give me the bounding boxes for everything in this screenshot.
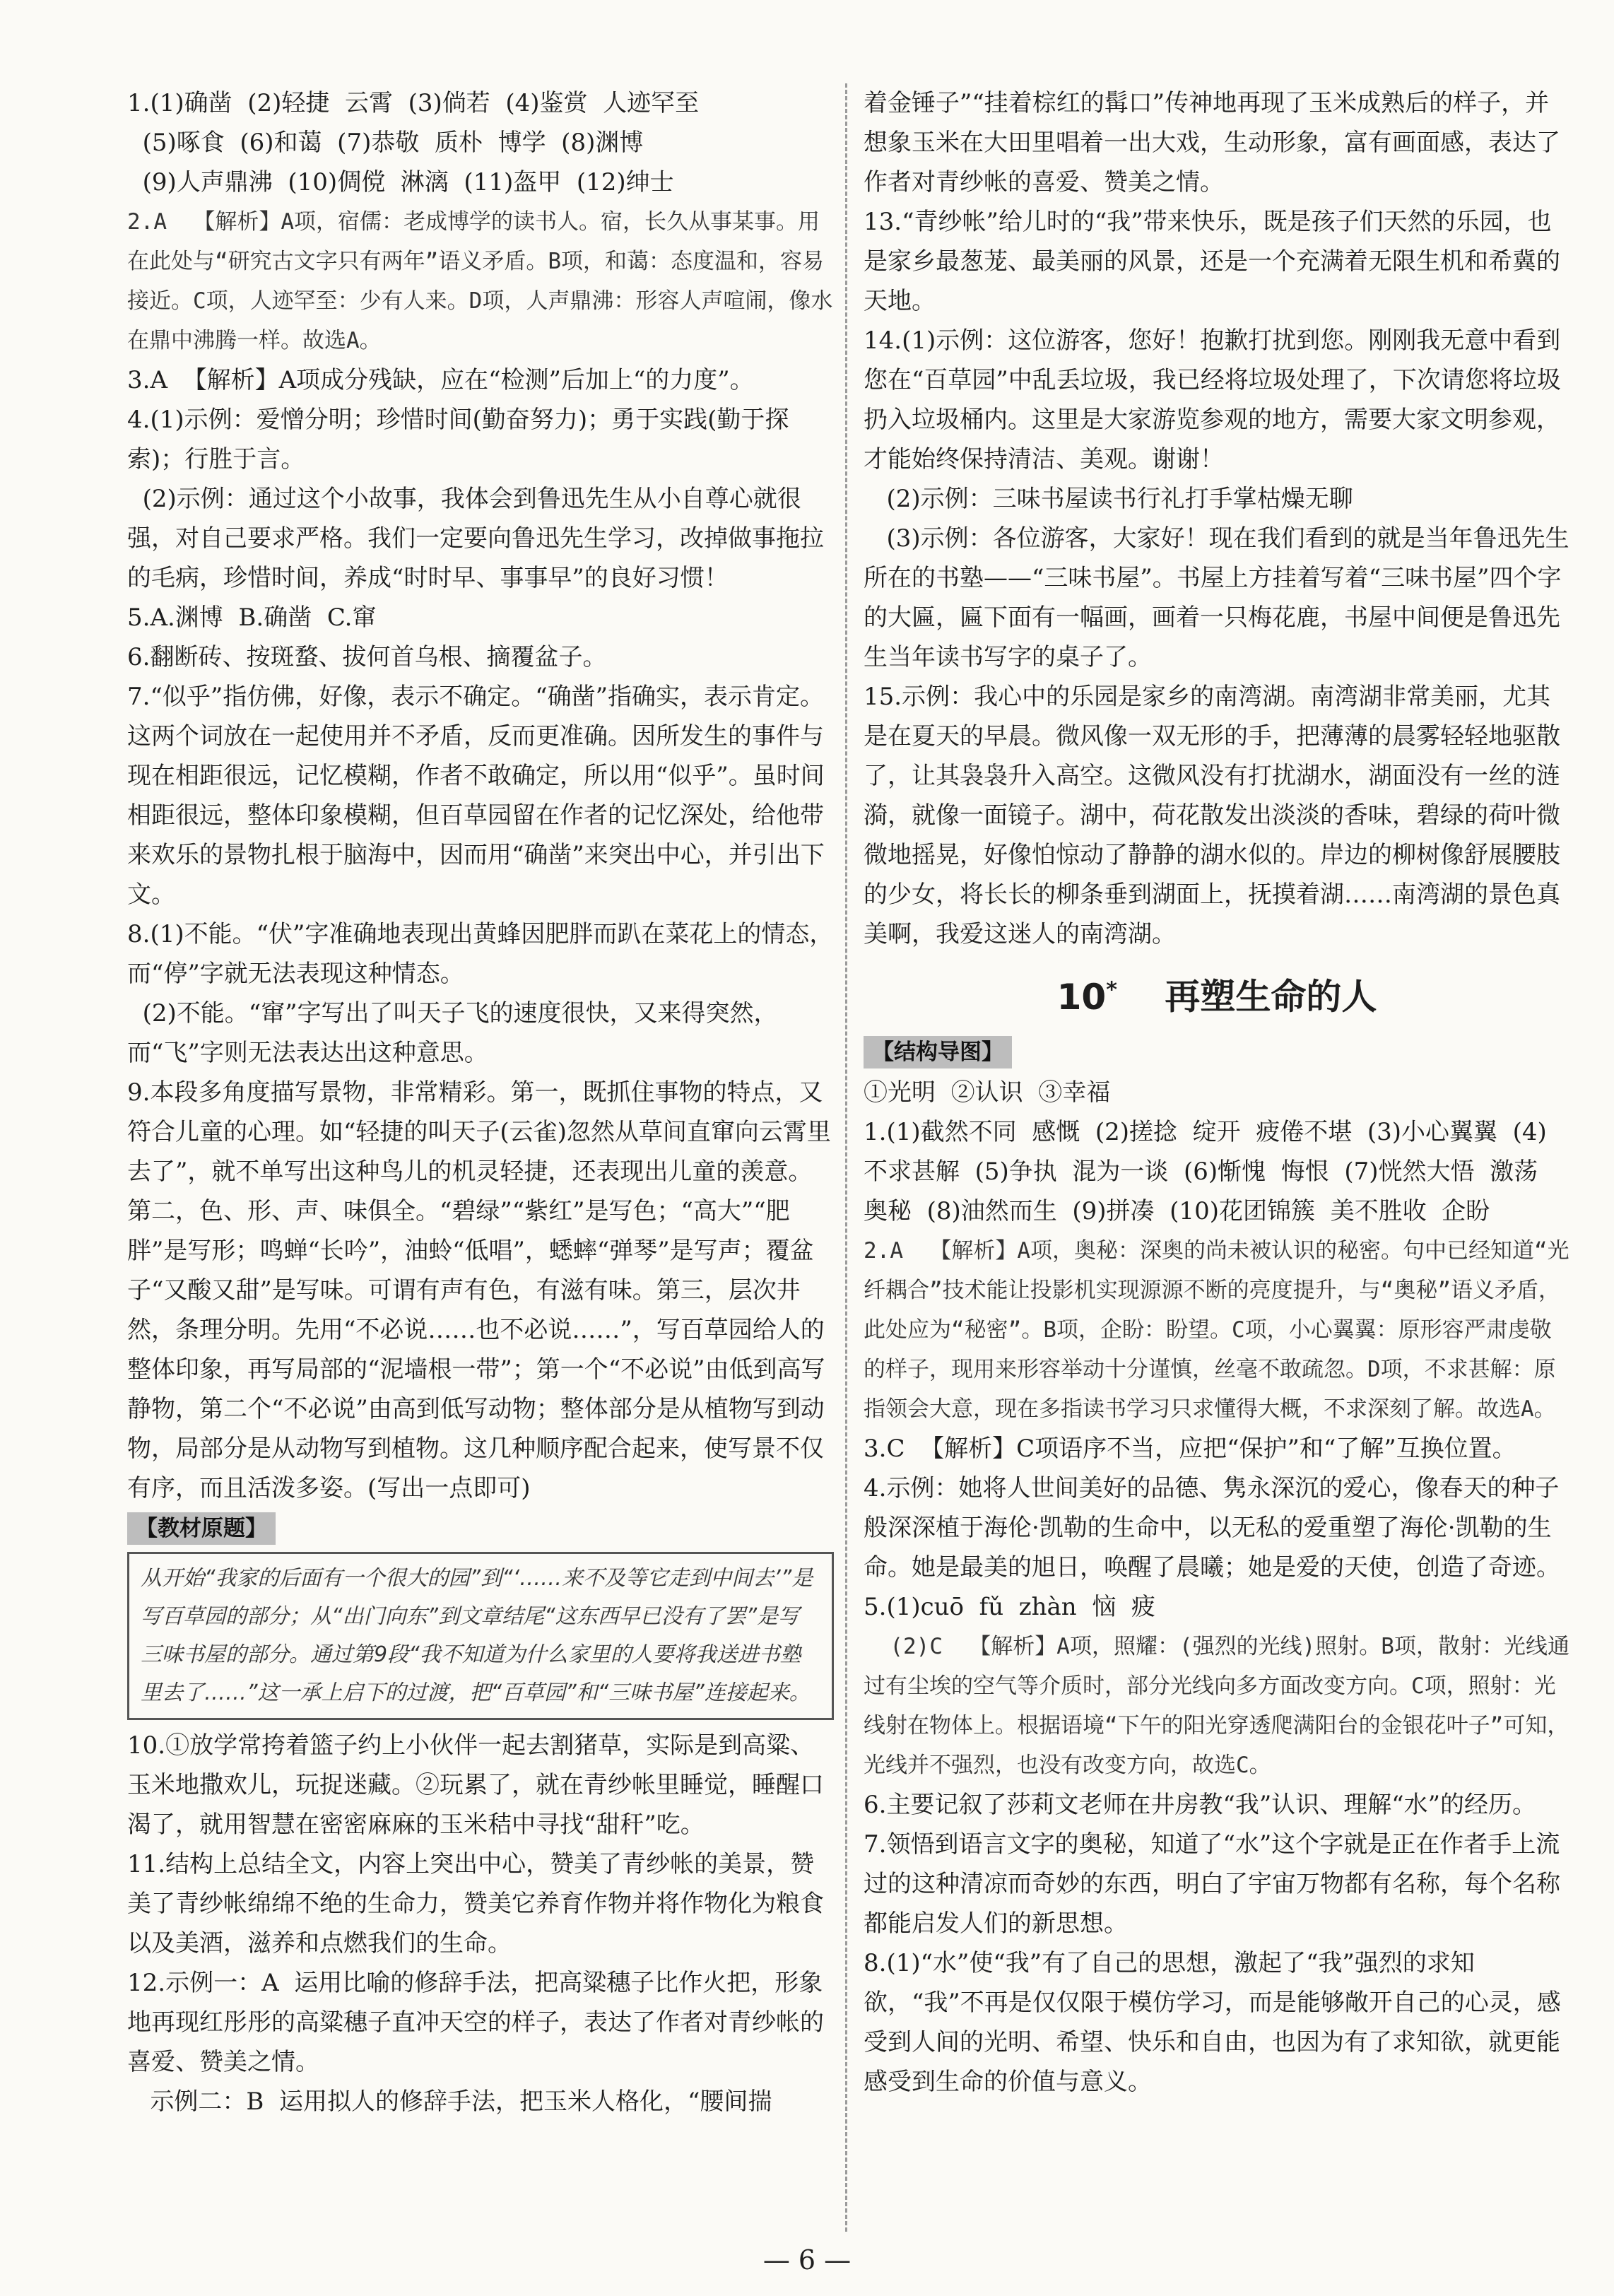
chapter-title: 再塑生命的人 bbox=[1165, 976, 1377, 1018]
answer-list-left-2 bbox=[127, 1726, 834, 2121]
chapter-heading bbox=[864, 958, 1570, 1029]
answer-item: 9.本段多角度描写景物，非常精彩。第一，既抓住事物的特点，又符合儿童的心理。如“轻捷的叫天子(云雀)忽然从草间直窜向云霄里去了”，就不单写出这种鸟儿的机灵轻捷，还表现出儿童的羡意。第二，色、形、声、味俱全。“碧绿”“紫红”是写色；“高大”“肥胖”是写形；鸣蝉“长吟”，油蛉“低唱”，蟋蟀“弹琴”是写声；覆盆子“又酸又甜”是写味。可谓有声有色，有滋有味。第三，层次井然，条理分明。先用“不必说……也不必说……”，写百草园给人的整体印象，再写局部的“泥墙根一带”；第一个“不必说”由低到高写静物，第二个“不必说”由高到低写动物；整体部分是从植物写到动物，局部分是从动物写到植物。这几种顺序配合起来，使写景不仅有序，而且活泼多姿。(写出一点即可) bbox=[127, 1078, 831, 1502]
answer-item: 7.“似乎”指仿佛，好像，表示不确定。“确凿”指确实，表示肯定。这两个词放在一起使用并不矛盾，反而更准确。因所发生的事件与现在相距很远，记忆模糊，作者不敢确定，所以用“似乎”。虽时间相距很远，整体印象模糊，但百草园留在作者的记忆深处，给他带来欢乐的景物扎根于脑海中，因而用“确凿”来突出中心，并引出下文。 bbox=[127, 683, 825, 909]
textbook-tag: 【教材原题】 bbox=[127, 1512, 276, 1545]
answer-item: 1.(1)确凿 (2)轻捷 云霄 (3)倘若 (4)鉴赏 人迹罕至 (5)啄食 (6)和蔼 (7)恭敬 质朴 博学 (8)渊博 (9)人声鼎沸 (10)倜傥 淋漓 (11)盔甲 (12)绅士 bbox=[127, 89, 700, 196]
left-column bbox=[127, 83, 834, 2121]
answer-item: 10.①放学常挎着篮子约上小伙伴一起去割猪草，实际是到高粱、玉米地撒欢儿，玩捉迷藏。②玩累了，就在青纱帐里睡觉，睡醒口渴了，就用智慧在密密麻麻的玉米秸中寻找“甜秆”吃。 bbox=[127, 1731, 824, 1839]
answer-item: 14.(1)示例：这位游客，您好！抱歉打扰到您。刚刚我无意中看到您在“百草园”中乱丢垃圾，我已经将垃圾处理了，下次请您将垃圾扔入垃圾桶内。这里是大家游览参观的地方，需要大家文明参观，才能始终保持清洁、美观。谢谢！ bbox=[864, 326, 1561, 473]
chapter-number: 10* bbox=[1056, 976, 1117, 1018]
answer-item: 12.示例一：A 运用比喻的修辞手法，把高粱穗子比作火把，形象地再现红彤彤的高粱穗子直冲天空的样子，表达了作者对青纱帐的喜爱、赞美之情。 bbox=[127, 1969, 824, 2076]
page-number: — 6 — bbox=[762, 2244, 852, 2276]
answer-item: 6.翻断砖、按斑蝥、拔何首乌根、摘覆盆子。 bbox=[127, 643, 607, 671]
answer-item: 2.A 【解析】A项，奥秘：深奥的尚未被认识的秘密。句中已经知道“光纤耦合”技术能让投影机实现源源不断的亮度提升，与“奥秘”语义矛盾，此处应为“秘密”。B项，企盼：盼望。C项，小心翼翼：原形容严肃虔敬的样子，现用来形容举动十分谨慎，丝毫不敢疏忽。D项，不求甚解：原指领会大意，现在多指读书学习只求懂得大概，不求深刻了解。故选A。 bbox=[864, 1237, 1569, 1422]
answer-item: 5.A.渊博 B.确凿 C.窜 bbox=[127, 604, 377, 632]
answer-list-left bbox=[127, 83, 834, 1508]
structure-tag: 【结构导图】 bbox=[864, 1036, 1012, 1068]
answer-item: (2)不能。“窜”字写出了叫天子飞的速度很快，又来得突然，而“飞”字则无法表达出这种意思。 bbox=[127, 999, 778, 1067]
answer-item: 4.(1)示例：爱憎分明；珍惜时间(勤奋努力)；勇于实践(勤于探索)；行胜于言。 bbox=[127, 406, 789, 473]
answer-list-right-2 bbox=[864, 1073, 1570, 2102]
answer-item: 示例二：B 运用拟人的修辞手法，把玉米人格化，“腰间揣 bbox=[127, 2088, 772, 2116]
answer-item: 3.A 【解析】A项成分残缺，应在“检测”后加上“的力度”。 bbox=[127, 366, 754, 394]
answer-item: 5.(1)cuō fǔ zhàn 恼 疲 bbox=[864, 1592, 1155, 1621]
answer-item: 1.(1)截然不同 感慨 (2)搓捻 绽开 疲倦不堪 (3)小心翼翼 (4)不求甚解 (5)争执 混为一谈 (6)惭愧 悔恨 (7)恍然大悟 激荡 奥秘 (8)油然而生 (9)拼凑 (10)花团锦簇 美不胜收 企盼 bbox=[864, 1117, 1553, 1225]
textbook-box: 从开始“我家的后面有一个很大的园”到“‘……来不及等它走到中间去’”是写百草园的部分；从“出门向东”到文章结尾“这东西早已没有了罢”是写三味书屋的部分。通过第9段“我不知道为什么家里的人要将我送进书塾里去了……”这一承上启下的过渡，把“百草园”和“三味书屋”连接起来。 bbox=[127, 1552, 834, 1720]
answer-item: 8.(1)不能。“伏”字准确地表现出黄蜂因肥胖而趴在菜花上的情态，而“停”字就无法表现这种情态。 bbox=[127, 920, 834, 988]
answer-item: 6.主要记叙了莎莉文老师在井房教“我”认识、理解“水”的经历。 bbox=[864, 1790, 1536, 1819]
answer-item: 着金锤子”“挂着棕红的髯口”传神地再现了玉米成熟后的样子，并想象玉米在大田里唱着一出大戏，生动形象，富有画面感，表达了作者对青纱帐的喜爱、赞美之情。 bbox=[864, 89, 1560, 196]
answer-item: 13.“青纱帐”给儿时的“我”带来快乐，既是孩子们天然的乐园，也是家乡最葱茏、最美丽的风景，还是一个充满着无限生机和希冀的天地。 bbox=[864, 208, 1560, 315]
answer-item: 3.C 【解析】C项语序不当，应把“保护”和“了解”互换位置。 bbox=[864, 1434, 1516, 1463]
answer-list-right bbox=[864, 83, 1570, 954]
answer-item: (2)示例：通过这个小故事，我体会到鲁迅先生从小自尊心就很强，对自己要求严格。我们一定要向鲁迅先生学习，改掉做事拖拉的毛病，珍惜时间，养成“时时早、事事早”的良好习惯！ bbox=[127, 485, 824, 592]
answer-item: (2)示例：三味书屋读书行礼打手掌枯燥无聊 bbox=[864, 485, 1353, 513]
answer-item: 4.示例：她将人世间美好的品德、隽永深沉的爱心，像春天的种子般深深植于海伦·凯勒的生命中，以无私的爱重塑了海伦·凯勒的生命。她是最美的旭日，唤醒了晨曦；她是爱的天使，创造了奇迹。 bbox=[864, 1473, 1560, 1582]
answer-item: (3)示例：各位游客，大家好！现在我们看到的就是当年鲁迅先生所在的书塾——“三味书屋”。书屋上方挂着写着“三味书屋”四个字的大匾，匾下面有一幅画，画着一只梅花鹿，书屋中间便是鲁迅先生当年读书写字的桌子了。 bbox=[864, 524, 1569, 671]
answer-item: (2)C 【解析】A项，照耀：(强烈的光线)照射。B项，散射：光线通过有尘埃的空气等介质时，部分光线向多方面改变方向。C项，照射：光线射在物体上。根据语境“下午的阳光穿透爬满阳台的金银花叶子”可知，光线并不强烈，也没有改变方向，故选C。 bbox=[864, 1633, 1569, 1778]
answer-item: 8.(1)“水”使“我”有了自己的思想，激起了“我”强烈的求知欲，“我”不再是仅仅限于模仿学习，而是能够敞开自己的心灵，感受到人间的光明、希望、快乐和自由，也因为有了求知欲，就更能感受到生命的价值与意义。 bbox=[864, 1948, 1561, 2096]
answer-item: 11.结构上总结全文，内容上突出中心，赞美了青纱帐的美景，赞美了青纱帐绵绵不绝的生命力，赞美它养育作物并将作物化为粮食以及美酒，滋养和点燃我们的生命。 bbox=[127, 1850, 824, 1958]
right-column bbox=[864, 83, 1570, 2102]
answer-item: 15.示例：我心中的乐园是家乡的南湾湖。南湾湖非常美丽，尤其是在夏天的早晨。微风像一双无形的手，把薄薄的晨雾轻轻地驱散了，让其袅袅升入高空。这微风没有打扰湖水，湖面没有一丝的涟漪，就像一面镜子。湖中，荷花散发出淡淡的香味，碧绿的荷叶微微地摇晃，好像怕惊动了静静的湖水似的。岸边的柳树像舒展腰肢的少女，将长长的柳条垂到湖面上，抚摸着湖……南湾湖的景色真美啊，我爱这迷人的南湾湖。 bbox=[864, 683, 1560, 948]
answer-item: 2.A 【解析】A项，宿儒：老成博学的读书人。宿，长久从事某事。用在此处与“研究古文字只有两年”语义矛盾。B项，和蔼：态度温和，容易接近。C项，人迹罕至：少有人来。D项，人声鼎沸：形容人声喧闹，像水在鼎中沸腾一样。故选A。 bbox=[127, 209, 833, 353]
column-divider bbox=[845, 83, 847, 2232]
answer-item: ①光明 ②认识 ③幸福 bbox=[864, 1078, 1111, 1107]
answer-item: 7.领悟到语言文字的奥秘，知道了“水”这个字就是正在作者手上流过的这种清凉而奇妙的东西，明白了宇宙万物都有名称，每个名称都能启发人们的新思想。 bbox=[864, 1830, 1560, 1938]
